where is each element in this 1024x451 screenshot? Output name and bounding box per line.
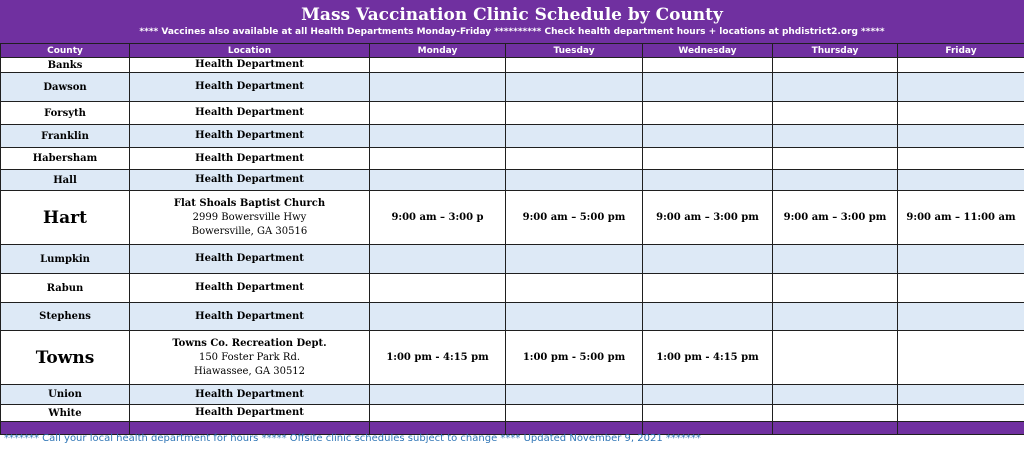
- location-cell: Health Department: [130, 125, 370, 148]
- friday-cell: [898, 73, 1024, 102]
- col-header-friday: Friday: [898, 44, 1024, 58]
- schedule-table: [0, 43, 1024, 435]
- county-cell: Lumpkin: [1, 245, 130, 274]
- location-cell: Health Department: [130, 58, 370, 73]
- monday-cell: [370, 148, 506, 170]
- tuesday-cell: 1:00 pm - 5:00 pm: [506, 331, 643, 385]
- county-cell: Forsyth: [1, 102, 130, 125]
- friday-cell: [898, 303, 1024, 331]
- friday-cell: [898, 245, 1024, 274]
- table-row: [1, 331, 1024, 385]
- table-row: [1, 170, 1024, 191]
- table-row: [1, 245, 1024, 274]
- friday-cell: [898, 331, 1024, 385]
- tuesday-cell: [506, 405, 643, 422]
- thursday-cell: [773, 170, 898, 191]
- address-line-2: Bowersville, GA 30516: [191, 225, 308, 237]
- location-cell: Health Department: [130, 170, 370, 191]
- monday-cell: [370, 245, 506, 274]
- wednesday-cell: 9:00 am – 3:00 pm: [643, 191, 773, 245]
- monday-cell: [370, 303, 506, 331]
- table-row: [1, 191, 1024, 245]
- county-cell: Rabun: [1, 274, 130, 303]
- location-cell: [130, 191, 370, 245]
- table-row: [1, 385, 1024, 405]
- location-name: Towns Co. Recreation Dept.: [172, 337, 327, 349]
- county-cell: Banks: [1, 58, 130, 73]
- wednesday-cell: [643, 245, 773, 274]
- monday-cell: [370, 274, 506, 303]
- col-header-wednesday: Wednesday: [643, 44, 773, 58]
- friday-cell: [898, 385, 1024, 405]
- monday-cell: 9:00 am – 3:00 p: [370, 191, 506, 245]
- monday-cell: [370, 405, 506, 422]
- address-line-1: 2999 Bowersville Hwy: [192, 211, 307, 223]
- tuesday-cell: [506, 303, 643, 331]
- wednesday-cell: [643, 170, 773, 191]
- friday-cell: [898, 102, 1024, 125]
- wednesday-cell: [643, 274, 773, 303]
- tuesday-cell: [506, 274, 643, 303]
- thursday-cell: 9:00 am – 3:00 pm: [773, 191, 898, 245]
- address-line-2: Hiawassee, GA 30512: [193, 365, 306, 377]
- tuesday-cell: [506, 148, 643, 170]
- wednesday-cell: [643, 405, 773, 422]
- monday-cell: [370, 102, 506, 125]
- county-cell: White: [1, 405, 130, 422]
- page-title: Mass Vaccination Clinic Schedule by County: [301, 5, 723, 25]
- table-row: [1, 73, 1024, 102]
- county-cell: Stephens: [1, 303, 130, 331]
- thursday-cell: [773, 125, 898, 148]
- monday-cell: [370, 385, 506, 405]
- col-header-tuesday: Tuesday: [506, 44, 643, 58]
- friday-cell: [898, 170, 1024, 191]
- tuesday-cell: [506, 170, 643, 191]
- col-header-monday: Monday: [370, 44, 506, 58]
- table-row: [1, 125, 1024, 148]
- friday-cell: [898, 125, 1024, 148]
- header-row: [1, 44, 1024, 58]
- table-row: [1, 303, 1024, 331]
- tuesday-cell: [506, 245, 643, 274]
- location-cell: Health Department: [130, 148, 370, 170]
- wednesday-cell: [643, 73, 773, 102]
- location-cell: Health Department: [130, 102, 370, 125]
- wednesday-cell: [643, 385, 773, 405]
- footer-note: ******* Call your local health department for hours ***** Offsite clinic schedules subject to change **** Updated November 9, 2021 *******: [4, 433, 701, 444]
- table-row: [1, 102, 1024, 125]
- page-subtitle: **** Vaccines also available at all Health Departments Monday-Friday ********** Check health department hours + locations at phdistrict2.org *****: [139, 27, 885, 37]
- location-cell: Health Department: [130, 385, 370, 405]
- location-cell: Health Department: [130, 245, 370, 274]
- location-cell: Health Department: [130, 73, 370, 102]
- location-cell: Health Department: [130, 303, 370, 331]
- tuesday-cell: [506, 102, 643, 125]
- thursday-cell: [773, 331, 898, 385]
- thursday-cell: [773, 385, 898, 405]
- thursday-cell: [773, 303, 898, 331]
- col-header-county: County: [1, 44, 130, 58]
- friday-cell: [898, 274, 1024, 303]
- monday-cell: 1:00 pm - 4:15 pm: [370, 331, 506, 385]
- tuesday-cell: [506, 73, 643, 102]
- table-row: [1, 405, 1024, 422]
- wednesday-cell: [643, 58, 773, 73]
- col-header-thursday: Thursday: [773, 44, 898, 58]
- thursday-cell: [773, 58, 898, 73]
- table-row: [1, 148, 1024, 170]
- footer-bar-cell: [898, 422, 1024, 435]
- tuesday-cell: [506, 385, 643, 405]
- wednesday-cell: [643, 102, 773, 125]
- wednesday-cell: [643, 125, 773, 148]
- friday-cell: [898, 405, 1024, 422]
- monday-cell: [370, 58, 506, 73]
- wednesday-cell: 1:00 pm - 4:15 pm: [643, 331, 773, 385]
- friday-cell: 9:00 am – 11:00 am: [898, 191, 1024, 245]
- thursday-cell: [773, 405, 898, 422]
- tuesday-cell: [506, 125, 643, 148]
- monday-cell: [370, 73, 506, 102]
- thursday-cell: [773, 245, 898, 274]
- friday-cell: [898, 148, 1024, 170]
- wednesday-cell: [643, 148, 773, 170]
- footer-bar-cell: [773, 422, 898, 435]
- friday-cell: [898, 58, 1024, 73]
- tuesday-cell: 9:00 am – 5:00 pm: [506, 191, 643, 245]
- location-cell: [130, 331, 370, 385]
- monday-cell: [370, 170, 506, 191]
- table-row: [1, 58, 1024, 73]
- county-cell: Union: [1, 385, 130, 405]
- address-line-1: 150 Foster Park Rd.: [198, 351, 301, 363]
- location-name: Flat Shoals Baptist Church: [173, 197, 326, 209]
- thursday-cell: [773, 102, 898, 125]
- location-cell: Health Department: [130, 405, 370, 422]
- col-header-location: Location: [130, 44, 370, 58]
- county-cell: Habersham: [1, 148, 130, 170]
- thursday-cell: [773, 148, 898, 170]
- county-cell: Dawson: [1, 73, 130, 102]
- tuesday-cell: [506, 58, 643, 73]
- title-banner: [0, 0, 1024, 44]
- county-cell: Franklin: [1, 125, 130, 148]
- location-cell: Health Department: [130, 274, 370, 303]
- monday-cell: [370, 125, 506, 148]
- county-cell: Hall: [1, 170, 130, 191]
- thursday-cell: [773, 73, 898, 102]
- county-cell: Towns: [1, 331, 130, 385]
- county-cell: Hart: [1, 191, 130, 245]
- table-row: [1, 274, 1024, 303]
- thursday-cell: [773, 274, 898, 303]
- wednesday-cell: [643, 303, 773, 331]
